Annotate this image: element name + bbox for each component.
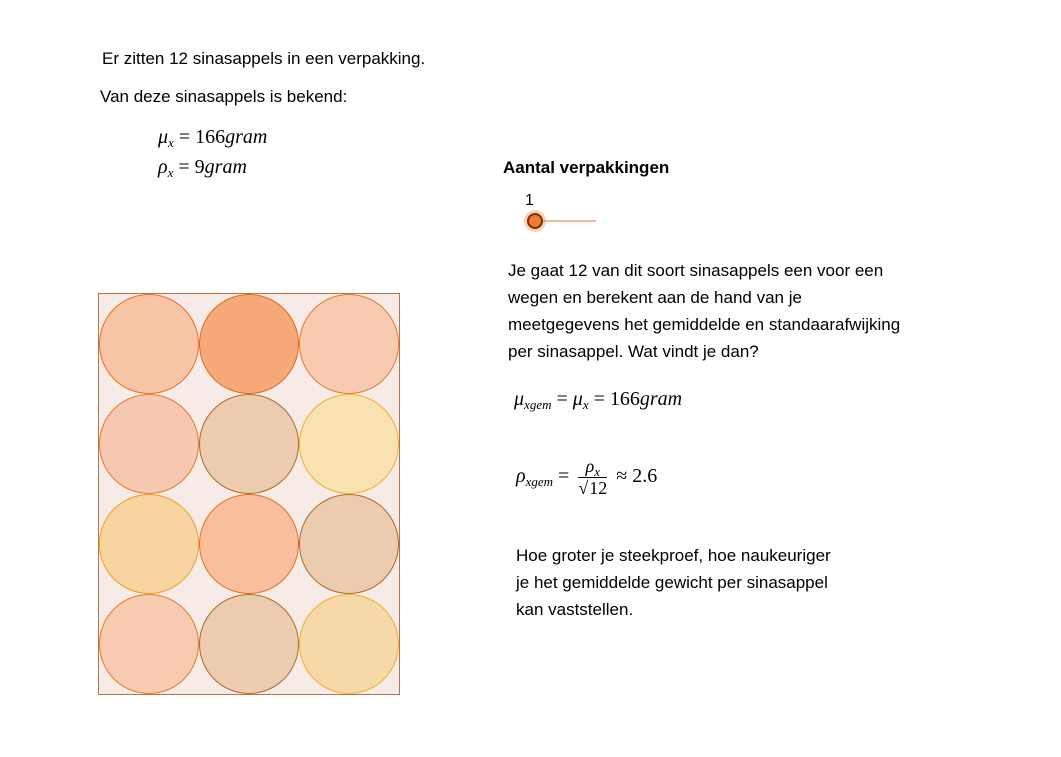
sd-lhs-sub: xgem xyxy=(525,474,554,490)
rho-sub: x xyxy=(167,165,174,180)
orange-7 xyxy=(99,494,199,594)
orange-5 xyxy=(199,394,299,494)
orange-8 xyxy=(199,494,299,594)
conclusion-line: kan vaststellen. xyxy=(516,600,634,619)
sd-lhs-symbol: ρ xyxy=(516,465,526,488)
orange-9 xyxy=(299,494,399,594)
mu-sub: x xyxy=(168,135,174,150)
sd-num-sub: x xyxy=(594,464,600,479)
sd-num-symbol: ρ xyxy=(585,456,595,476)
sd-den: 12 xyxy=(589,478,608,498)
rho-symbol: ρ xyxy=(158,156,168,178)
explanation-line: per sinasappel. Wat vindt je dan? xyxy=(508,342,759,361)
mu-symbol: μ xyxy=(158,126,169,148)
orange-10 xyxy=(99,594,199,694)
mean-mid-symbol: μ xyxy=(572,388,583,410)
rho-unit: gram xyxy=(204,156,247,178)
orange-6 xyxy=(299,394,399,494)
mean-unit: gram xyxy=(639,388,683,410)
mu-unit: gram xyxy=(225,126,268,148)
slider-handle[interactable] xyxy=(527,213,543,229)
orange-11 xyxy=(199,594,299,694)
mu-value: 166 xyxy=(195,126,226,148)
orange-12 xyxy=(299,594,399,694)
mean-mid-sub: x xyxy=(582,397,589,412)
orange-3 xyxy=(299,294,399,394)
slider-label: Aantal verpakkingen xyxy=(503,158,670,177)
slider-track[interactable] xyxy=(535,220,596,222)
conclusion-text xyxy=(516,542,831,623)
rho-value: 9 xyxy=(194,156,205,178)
conclusion-line: Hoe groter je steekproef, hoe naukeuriger xyxy=(516,546,831,565)
given-rho: $\rho_x$ = 9gram xyxy=(158,156,247,180)
sd-fraction: $\frac{\rho_x}{√12}$ xyxy=(578,456,608,498)
explanation-text xyxy=(508,257,900,365)
mean-value: 166 xyxy=(609,388,640,410)
orange-4 xyxy=(99,394,199,494)
mean-lhs-symbol: μ xyxy=(514,388,525,410)
explanation-line: wegen en berekent aan de hand van je xyxy=(508,288,802,307)
slider-value: 1 xyxy=(525,192,534,209)
conclusion-line: je het gemiddelde gewicht per sinasappel xyxy=(516,573,828,592)
explanation-line: meetgegevens het gemiddelde en standaarafwijking xyxy=(508,315,901,334)
formula-mean: $\mu_{xgem} = \mu_x$ = 166gram xyxy=(514,388,683,412)
intro-text: Er zitten 12 sinasappels in een verpakking. xyxy=(102,49,426,68)
orange-2 xyxy=(199,294,299,394)
explanation-line: Je gaat 12 van dit soort sinasappels een voor een xyxy=(508,261,884,280)
given-mu: $\mu_x$ = 166gram xyxy=(158,126,268,150)
mean-lhs-sub: xgem xyxy=(524,397,552,412)
known-text: Van deze sinasappels is bekend: xyxy=(100,87,348,106)
formula-sd: $\rho_{xgem}$ = $\frac{\rho_x}{√12}$ ≈ 2.6 xyxy=(516,456,658,498)
sd-approx: 2.6 xyxy=(632,465,658,488)
orange-1 xyxy=(99,294,199,394)
